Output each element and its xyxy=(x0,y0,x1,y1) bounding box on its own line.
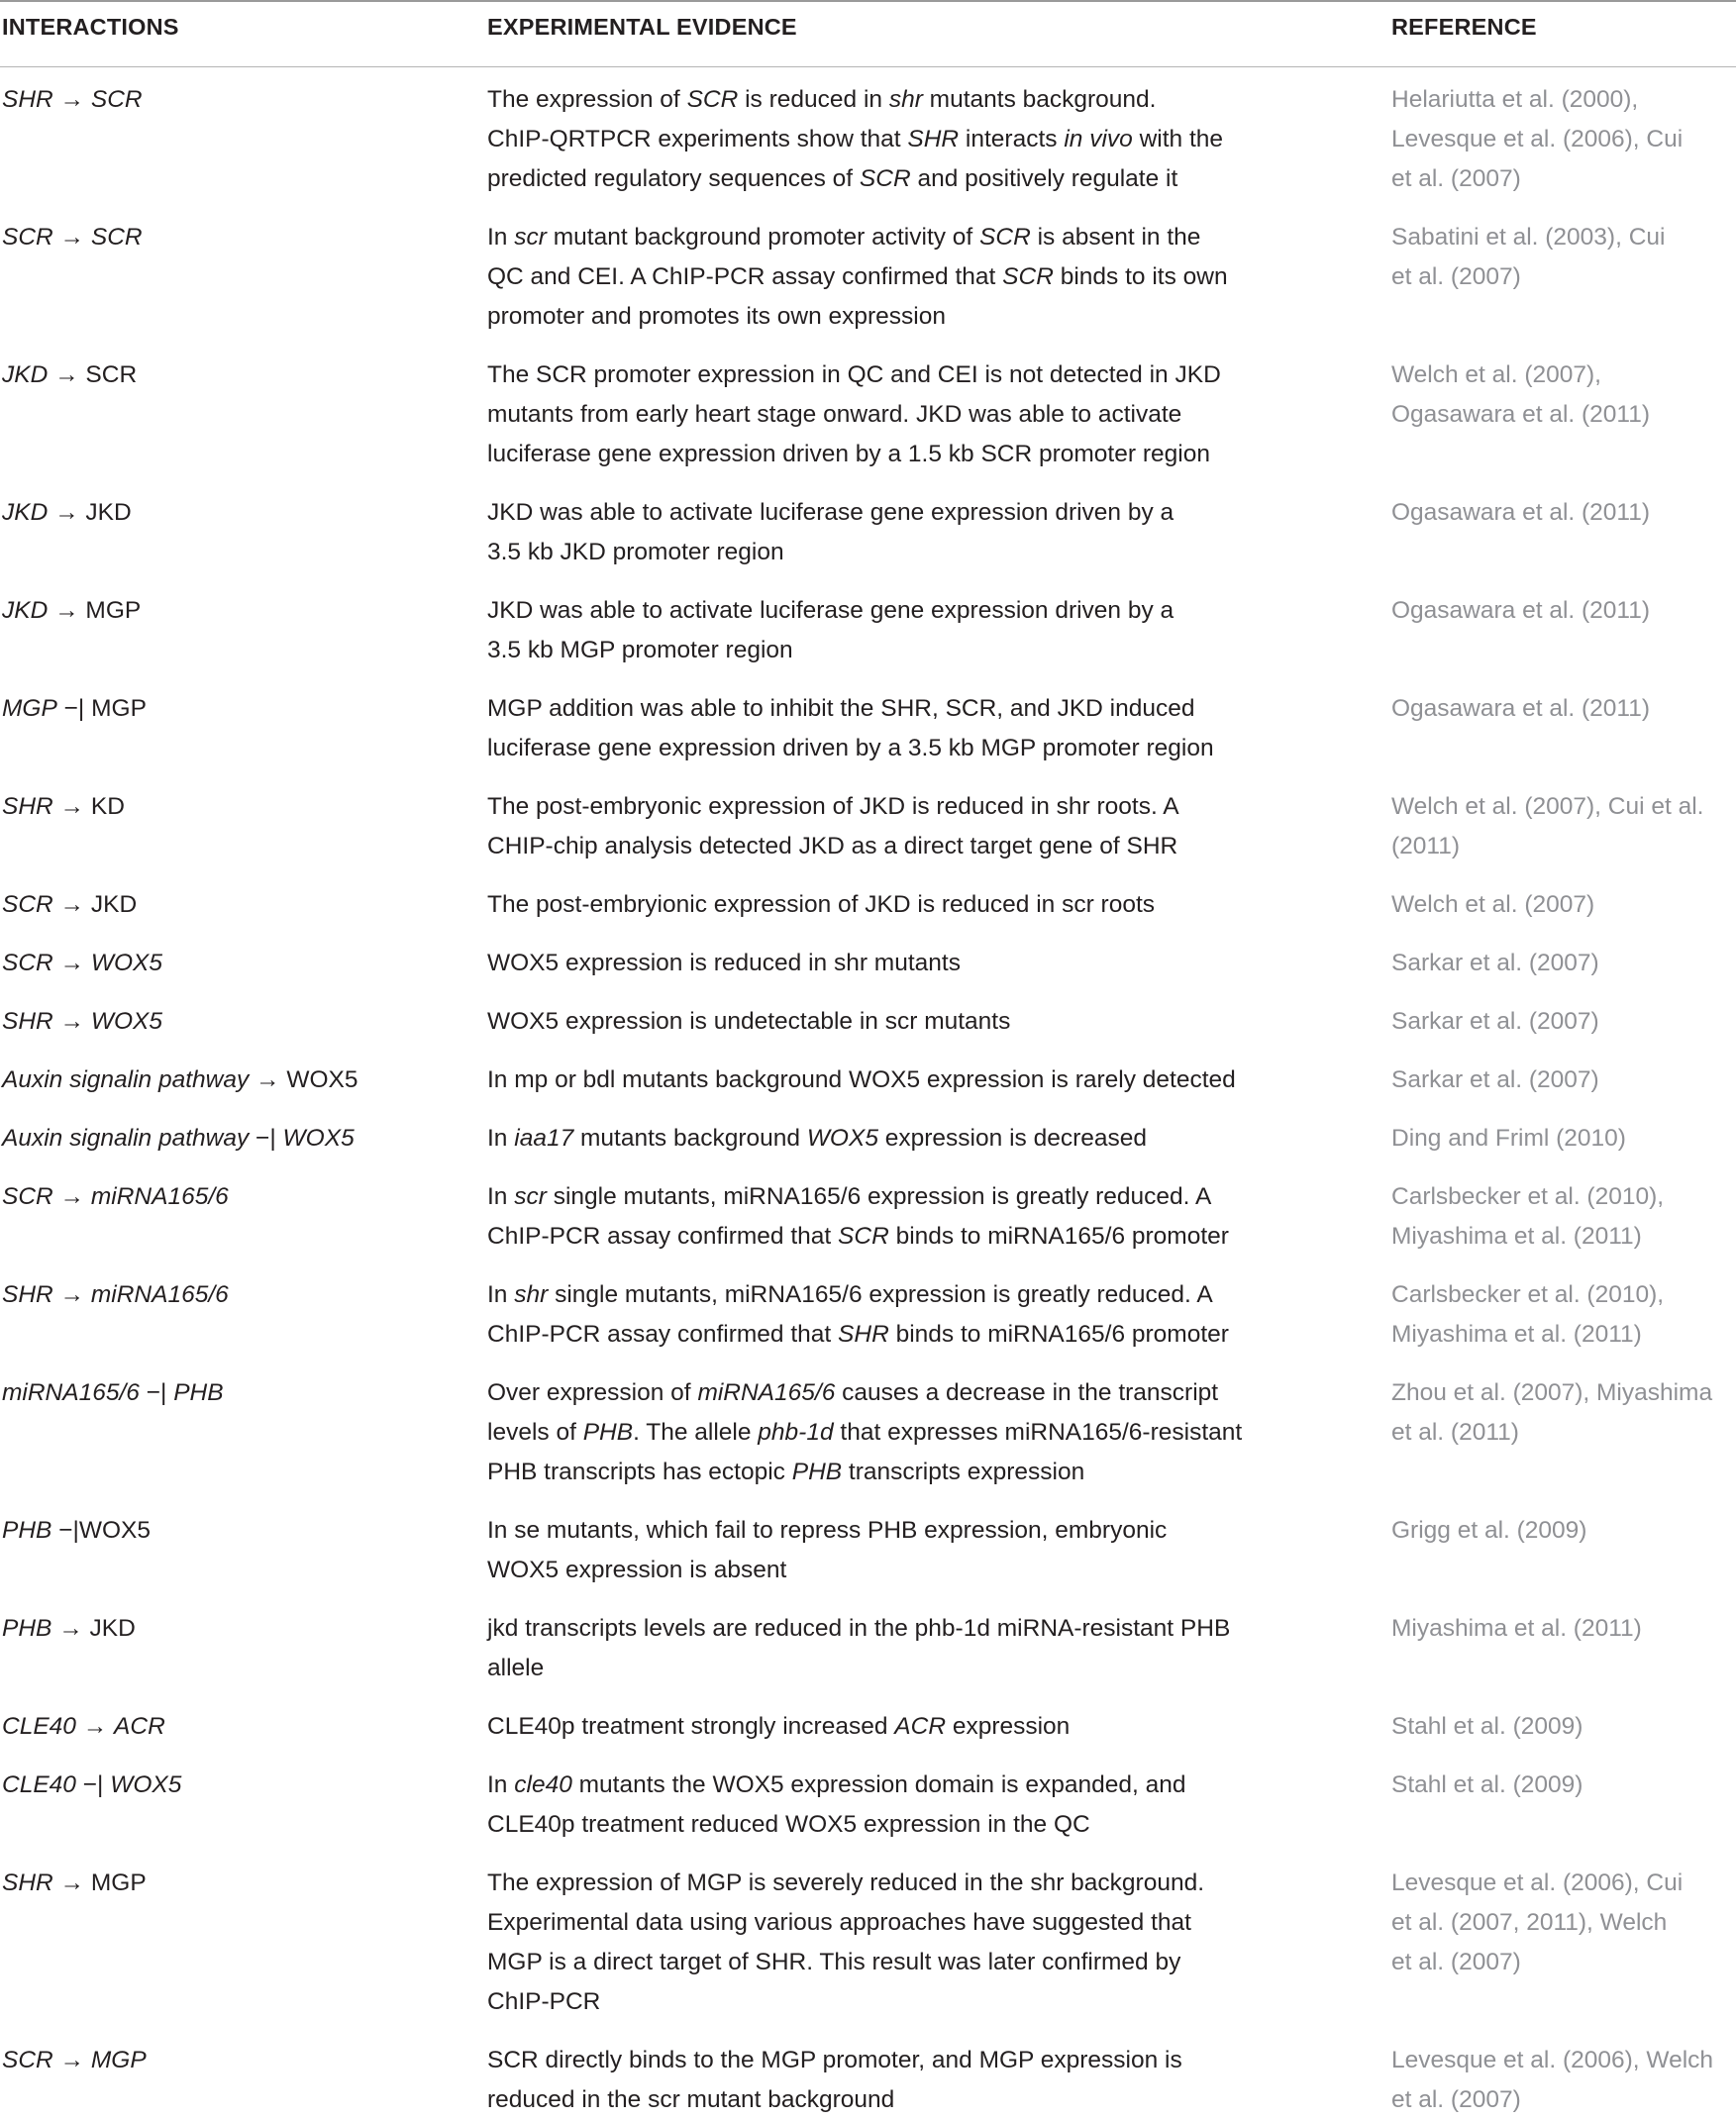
reference-cell-line: Zhou et al. (2007), Miyashima xyxy=(1391,1379,1713,1406)
reference-cell-line: Stahl et al. (2009) xyxy=(1391,1713,1583,1740)
interaction-cell-line: PHB −|WOX5 xyxy=(2,1517,152,1544)
reference-cell-line: Miyashima et al. (2011) xyxy=(1391,1321,1642,1348)
reference-cell-line: Ogasawara et al. (2011) xyxy=(1391,695,1651,722)
evidence-cell xyxy=(487,885,1155,925)
table-top-rule xyxy=(0,0,1736,2)
evidence-cell xyxy=(487,80,1223,199)
table-row xyxy=(0,1864,1736,2022)
interaction-cell-line: JKD → JKD xyxy=(2,499,132,526)
reference-cell-line: et al. (2007) xyxy=(1391,165,1521,192)
interaction-cell-line: SCR → MGP xyxy=(2,2047,147,2073)
interaction-cell-line: SCR → JKD xyxy=(2,891,138,918)
interaction-cell xyxy=(2,1177,229,1217)
interaction-cell-line: Auxin signalin pathway → WOX5 xyxy=(2,1066,358,1093)
evidence-cell-line: ChIP-PCR assay confirmed that SCR binds to miRNA165/6 promoter xyxy=(487,1223,1229,1250)
evidence-cell-line: CHIP-chip analysis detected JKD as a direct target gene of SHR xyxy=(487,833,1178,859)
table-row xyxy=(0,1002,1736,1042)
evidence-cell-line: WOX5 expression is reduced in shr mutants xyxy=(487,950,961,976)
evidence-cell-line: jkd transcripts levels are reduced in the phb-1d miRNA-resistant PHB xyxy=(487,1615,1231,1642)
table-row xyxy=(0,885,1736,925)
interaction-cell xyxy=(2,1373,224,1413)
reference-cell xyxy=(1391,218,1665,297)
interaction-cell-line: SCR → WOX5 xyxy=(2,950,163,976)
reference-cell-line: Sarkar et al. (2007) xyxy=(1391,1066,1599,1093)
evidence-cell-line: 3.5 kb MGP promoter region xyxy=(487,637,793,663)
table-row xyxy=(0,1060,1736,1100)
reference-cell xyxy=(1391,1511,1586,1551)
evidence-cell-line: MGP is a direct target of SHR. This result was later confirmed by xyxy=(487,1949,1181,1975)
reference-cell xyxy=(1391,1609,1642,1649)
header-reference: REFERENCE xyxy=(1391,14,1537,40)
reference-cell-line: Sabatini et al. (2003), Cui xyxy=(1391,224,1666,251)
interaction-cell-line: SHR → MGP xyxy=(2,1869,147,1896)
table-row xyxy=(0,944,1736,983)
reference-cell xyxy=(1391,493,1650,533)
evidence-cell-line: JKD was able to activate luciferase gene expression driven by a xyxy=(487,597,1174,624)
reference-cell xyxy=(1391,355,1650,435)
interaction-cell xyxy=(2,1119,355,1159)
reference-cell xyxy=(1391,787,1703,866)
reference-cell xyxy=(1391,1373,1712,1453)
reference-cell-line: et al. (2007) xyxy=(1391,263,1521,290)
interaction-cell xyxy=(2,493,132,533)
table-row xyxy=(0,80,1736,199)
table-row xyxy=(0,218,1736,337)
interaction-cell-line: JKD → MGP xyxy=(2,597,142,624)
reference-cell xyxy=(1391,1002,1599,1042)
reference-cell xyxy=(1391,885,1594,925)
reference-cell xyxy=(1391,944,1599,983)
interaction-cell xyxy=(2,944,162,983)
table-row xyxy=(0,1373,1736,1492)
evidence-cell xyxy=(487,355,1221,474)
evidence-cell-line: luciferase gene expression driven by a 3.5 kb MGP promoter region xyxy=(487,735,1214,761)
evidence-cell-line: ChIP-QRTPCR experiments show that SHR interacts in vivo with the xyxy=(487,126,1224,152)
reference-cell xyxy=(1391,1177,1664,1257)
reference-cell-line: et al. (2007, 2011), Welch xyxy=(1391,1909,1668,1936)
evidence-cell xyxy=(487,1373,1242,1492)
evidence-cell-line: ChIP-PCR xyxy=(487,1988,601,2015)
reference-cell xyxy=(1391,591,1650,631)
interaction-cell xyxy=(2,591,141,631)
interaction-cell xyxy=(2,689,147,729)
evidence-cell-line: In mp or bdl mutants background WOX5 expression is rarely detected xyxy=(487,1066,1236,1093)
interaction-cell-line: Auxin signalin pathway −| WOX5 xyxy=(2,1125,355,1152)
reference-cell-line: Levesque et al. (2006), Welch xyxy=(1391,2047,1714,2073)
reference-cell xyxy=(1391,689,1650,729)
reference-cell-line: et al. (2011) xyxy=(1391,1419,1519,1446)
evidence-cell xyxy=(487,1002,1010,1042)
interaction-cell-line: PHB → JKD xyxy=(2,1615,136,1642)
interaction-cell xyxy=(2,885,137,925)
evidence-cell-line: levels of PHB. The allele phb-1d that expresses miRNA165/6-resistant xyxy=(487,1419,1243,1446)
interaction-cell xyxy=(2,1002,162,1042)
interaction-cell xyxy=(2,2041,147,2080)
evidence-cell xyxy=(487,1119,1147,1159)
reference-cell xyxy=(1391,1275,1664,1355)
evidence-cell-line: In scr single mutants, miRNA165/6 expression is greatly reduced. A xyxy=(487,1183,1212,1210)
evidence-cell-line: luciferase gene expression driven by a 1.5 kb SCR promoter region xyxy=(487,441,1210,467)
reference-cell-line: (2011) xyxy=(1391,833,1461,859)
interaction-cell xyxy=(2,1511,151,1551)
interaction-cell xyxy=(2,1275,229,1315)
evidence-cell-line: In iaa17 mutants background WOX5 expression is decreased xyxy=(487,1125,1147,1152)
table-row xyxy=(0,1177,1736,1257)
evidence-cell xyxy=(487,493,1174,572)
evidence-cell-line: MGP addition was able to inhibit the SHR, SCR, and JKD induced xyxy=(487,695,1195,722)
interaction-cell xyxy=(2,1864,147,1903)
evidence-cell-line: CLE40p treatment strongly increased ACR expression xyxy=(487,1713,1071,1740)
reference-cell xyxy=(1391,2041,1713,2120)
header-interactions: INTERACTIONS xyxy=(2,14,179,40)
header-bottom-rule xyxy=(0,66,1736,67)
interaction-cell xyxy=(2,1707,165,1747)
evidence-cell-line: In scr mutant background promoter activity of SCR is absent in the xyxy=(487,224,1201,251)
reference-cell-line: Carlsbecker et al. (2010), xyxy=(1391,1183,1665,1210)
evidence-cell-line: The SCR promoter expression in QC and CEI is not detected in JKD xyxy=(487,361,1221,388)
evidence-cell-line: The post-embryionic expression of JKD is reduced in scr roots xyxy=(487,891,1156,918)
reference-cell-line: Ogasawara et al. (2011) xyxy=(1391,499,1651,526)
evidence-cell-line: promoter and promotes its own expression xyxy=(487,303,946,330)
evidence-cell xyxy=(487,689,1214,768)
reference-cell-line: Ding and Friml (2010) xyxy=(1391,1125,1626,1152)
reference-cell-line: Carlsbecker et al. (2010), xyxy=(1391,1281,1665,1308)
table-row xyxy=(0,2041,1736,2120)
reference-cell-line: Miyashima et al. (2011) xyxy=(1391,1223,1642,1250)
reference-cell xyxy=(1391,1766,1583,1805)
interaction-cell-line: SHR → SCR xyxy=(2,86,143,113)
table-row xyxy=(0,1119,1736,1159)
interaction-cell-line: miRNA165/6 −| PHB xyxy=(2,1379,224,1406)
reference-cell-line: et al. (2007) xyxy=(1391,1949,1521,1975)
table-row xyxy=(0,493,1736,572)
table-row xyxy=(0,1766,1736,1845)
evidence-cell-line: WOX5 expression is absent xyxy=(487,1557,787,1583)
interaction-cell-line: SHR → miRNA165/6 xyxy=(2,1281,229,1308)
evidence-cell-line: The expression of SCR is reduced in shr mutants background. xyxy=(487,86,1157,113)
evidence-cell xyxy=(487,591,1174,670)
interaction-cell-line: SHR → WOX5 xyxy=(2,1008,163,1035)
interaction-cell xyxy=(2,787,125,827)
table-row xyxy=(0,591,1736,670)
interaction-cell xyxy=(2,355,137,395)
evidence-cell-line: ChIP-PCR assay confirmed that SHR binds to miRNA165/6 promoter xyxy=(487,1321,1229,1348)
evidence-cell xyxy=(487,1060,1236,1100)
evidence-cell xyxy=(487,944,961,983)
interaction-cell-line: SCR → SCR xyxy=(2,224,143,251)
table-row xyxy=(0,787,1736,866)
reference-cell-line: Ogasawara et al. (2011) xyxy=(1391,401,1651,428)
reference-cell xyxy=(1391,1707,1583,1747)
evidence-cell-line: reduced in the scr mutant background xyxy=(487,2086,895,2113)
interaction-cell-line: JKD → SCR xyxy=(2,361,138,388)
interaction-cell xyxy=(2,1060,358,1100)
table-row xyxy=(0,1511,1736,1590)
evidence-cell xyxy=(487,1766,1185,1845)
interaction-cell xyxy=(2,1609,136,1649)
reference-cell-line: Levesque et al. (2006), Cui xyxy=(1391,126,1684,152)
evidence-cell-line: In shr single mutants, miRNA165/6 expression is greatly reduced. A xyxy=(487,1281,1213,1308)
evidence-cell-line: QC and CEI. A ChIP-PCR assay confirmed that SCR binds to its own xyxy=(487,263,1228,290)
evidence-cell-line: PHB transcripts has ectopic PHB transcripts expression xyxy=(487,1459,1085,1485)
evidence-cell-line: SCR directly binds to the MGP promoter, and MGP expression is xyxy=(487,2047,1182,2073)
evidence-cell-line: The post-embryonic expression of JKD is reduced in shr roots. A xyxy=(487,793,1179,820)
reference-cell xyxy=(1391,1060,1599,1100)
reference-cell-line: Ogasawara et al. (2011) xyxy=(1391,597,1651,624)
table-row xyxy=(0,1707,1736,1747)
reference-cell xyxy=(1391,80,1683,199)
reference-cell-line: Grigg et al. (2009) xyxy=(1391,1517,1587,1544)
reference-cell-line: Welch et al. (2007), xyxy=(1391,361,1601,388)
evidence-cell-line: The expression of MGP is severely reduced in the shr background. xyxy=(487,1869,1205,1896)
evidence-cell-line: CLE40p treatment reduced WOX5 expression in the QC xyxy=(487,1811,1090,1838)
reference-cell-line: Miyashima et al. (2011) xyxy=(1391,1615,1642,1642)
reference-cell-line: Stahl et al. (2009) xyxy=(1391,1771,1583,1798)
evidence-cell-line: Experimental data using various approaches have suggested that xyxy=(487,1909,1191,1936)
reference-cell-line: Levesque et al. (2006), Cui xyxy=(1391,1869,1684,1896)
interaction-cell xyxy=(2,218,143,257)
evidence-cell-line: mutants from early heart stage onward. JKD was able to activate xyxy=(487,401,1182,428)
table-row xyxy=(0,1609,1736,1688)
evidence-cell xyxy=(487,1275,1229,1355)
evidence-cell xyxy=(487,1511,1167,1590)
evidence-cell-line: JKD was able to activate luciferase gene expression driven by a xyxy=(487,499,1174,526)
reference-cell-line: et al. (2007) xyxy=(1391,2086,1521,2113)
reference-cell-line: Sarkar et al. (2007) xyxy=(1391,1008,1599,1035)
reference-cell-line: Helariutta et al. (2000), xyxy=(1391,86,1639,113)
reference-cell xyxy=(1391,1119,1626,1159)
reference-cell-line: Welch et al. (2007), Cui et al. xyxy=(1391,793,1704,820)
interaction-cell-line: SCR → miRNA165/6 xyxy=(2,1183,229,1210)
reference-cell xyxy=(1391,1864,1683,1982)
evidence-cell-line: predicted regulatory sequences of SCR and positively regulate it xyxy=(487,165,1178,192)
evidence-cell xyxy=(487,1707,1070,1747)
evidence-cell-line: 3.5 kb JKD promoter region xyxy=(487,539,784,565)
reference-cell-line: Welch et al. (2007) xyxy=(1391,891,1595,918)
interaction-cell-line: MGP −| MGP xyxy=(2,695,147,722)
evidence-cell xyxy=(487,1177,1229,1257)
evidence-cell-line: In se mutants, which fail to repress PHB expression, embryonic xyxy=(487,1517,1168,1544)
interaction-cell-line: CLE40 → ACR xyxy=(2,1713,165,1740)
reference-cell-line: Sarkar et al. (2007) xyxy=(1391,950,1599,976)
evidence-cell-line: Over expression of miRNA165/6 causes a decrease in the transcript xyxy=(487,1379,1219,1406)
table-row xyxy=(0,689,1736,768)
interaction-cell-line: SHR → KD xyxy=(2,793,125,820)
evidence-cell xyxy=(487,1609,1230,1688)
interaction-cell xyxy=(2,1766,181,1805)
evidence-cell xyxy=(487,1864,1204,2022)
table-row xyxy=(0,355,1736,474)
evidence-cell-line: In cle40 mutants the WOX5 expression domain is expanded, and xyxy=(487,1771,1186,1798)
interaction-cell-line: CLE40 −| WOX5 xyxy=(2,1771,182,1798)
evidence-cell xyxy=(487,787,1179,866)
header-experimental-evidence: EXPERIMENTAL EVIDENCE xyxy=(487,14,797,40)
evidence-cell-line: allele xyxy=(487,1655,545,1681)
evidence-cell xyxy=(487,2041,1182,2120)
evidence-cell-line: WOX5 expression is undetectable in scr mutants xyxy=(487,1008,1011,1035)
evidence-cell xyxy=(487,218,1228,337)
interaction-cell xyxy=(2,80,143,120)
table-row xyxy=(0,1275,1736,1355)
